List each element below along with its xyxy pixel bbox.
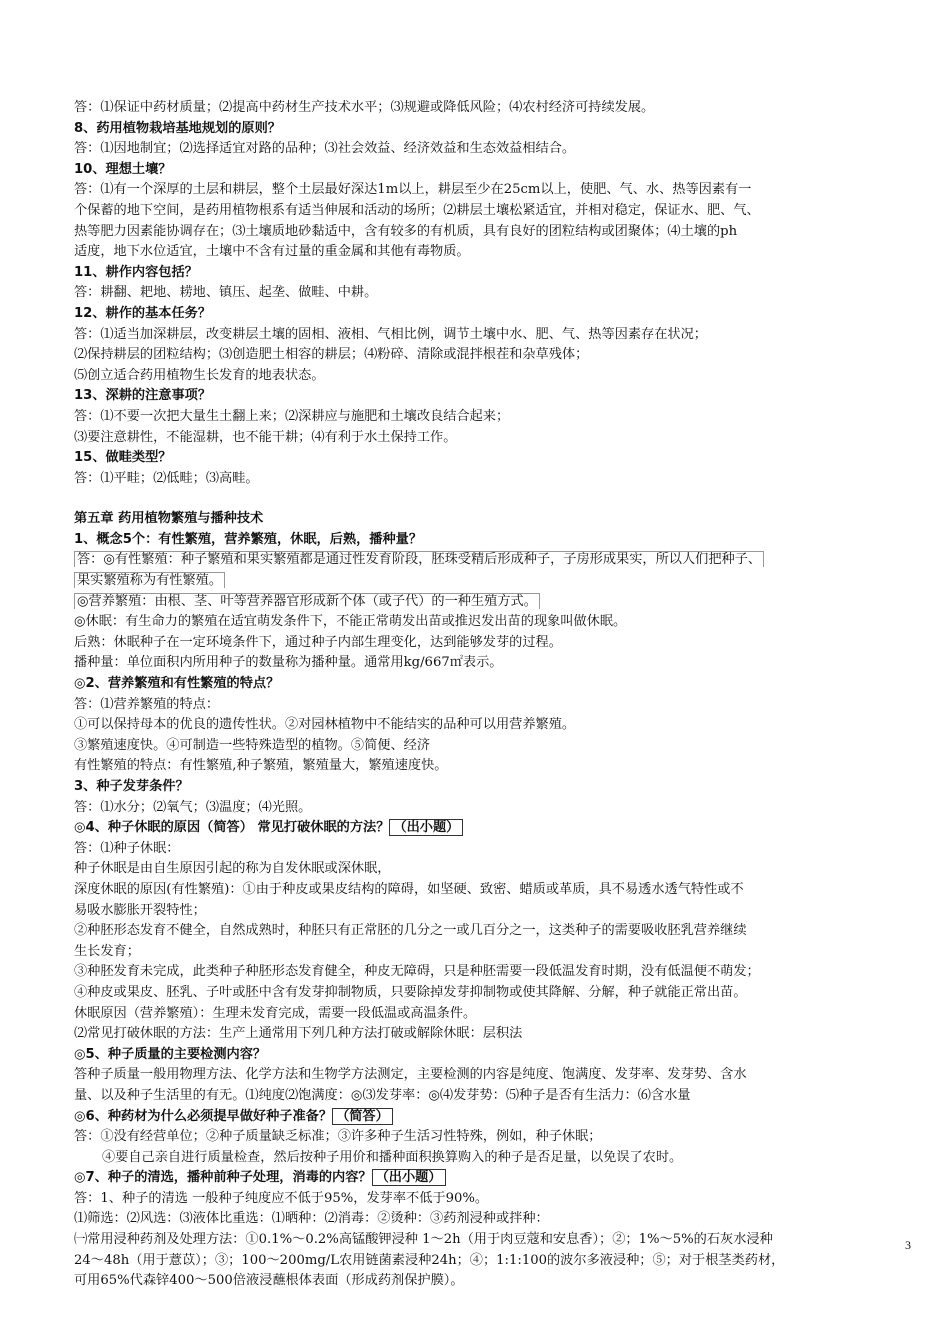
line-text: 答：⑴平畦；⑵低畦；⑶高畦。 [74,470,259,486]
line-text: 15、做畦类型？ [74,450,172,466]
line-text: 播种量：单位面积内所用种子的数量称为播种量。通常用kg/667㎡表示。 [74,655,503,671]
line-text: ①可以保持母本的优良的遗传性状。②对园林植物中不能结实的品种可以用营养繁殖。 [74,717,576,733]
line-text: ③种胚发育未完成，此类种子种胚形态发育健全，种皮无障碍，只是种胚需要一段低温发育时期，没有低温便不萌发； [74,964,760,980]
line-text: ◎休眠：有生命力的繁殖在适宜萌发条件下，不能正常萌发出苗或推迟发出苗的现象叫做休眠。 [74,614,627,630]
line-text: 后熟：休眠种子在一定环境条件下，通过种子内部生理变化，达到能够发芽的过程。 [74,634,562,650]
text-line [74,901,934,922]
document-body [74,98,934,1292]
text-line [74,325,934,346]
line-text: 10、理想土壤？ [74,161,172,177]
text-line [74,1127,934,1148]
text-line [74,283,934,304]
line-text: ⑵常见打破休眠的方法：生产上通常用下列几种方法打破或解除休眠：层积法 [74,1026,523,1042]
text-line [74,736,934,757]
heading-line [74,1107,934,1128]
line-text: ◎7、种子的清选，播种前种子处理，消毒的内容？ [74,1170,372,1186]
text-line [74,366,934,387]
line-text: ◎5、种子质量的主要检测内容？ [74,1046,267,1062]
line-text: 24～48h（用于薏苡）；③；100～200mg/L农用链菌素浸种24h；④；1:1:100的波尔多液浸种；⑤；对于根茎类药材， [74,1252,785,1268]
text-line [74,1065,934,1086]
line-text: 第五章 药用植物繁殖与播种技术 [74,511,264,527]
line-text: ⑵保持耕层的团粒结构；⑶创造肥土相容的耕层；⑷粉碎、清除或混拌根茬和杂草残体； [74,347,589,363]
text-line [74,859,934,880]
line-text: 生长发育； [74,943,140,959]
text-line [74,98,934,119]
text-line [74,1209,934,1230]
line-text: 12、耕作的基本任务？ [74,305,212,321]
line-text: 休眠原因（营养繁殖）：生理未发育完成，需要一段低温或高温条件。 [74,1005,477,1021]
line-text: 种子休眠是由自生原因引起的称为自发休眠或深休眠， [74,861,391,877]
line-text: 1、概念5个：有性繁殖，营养繁殖，休眠，后熟，播种量？ [74,531,423,547]
line-text: 11、耕作内容包括？ [74,264,198,280]
line-text: 答：⑴水分；⑵氧气；⑶温度；⑷光照。 [74,799,312,815]
line-text: ③繁殖速度快。④可制造一些特殊造型的植物。⑤简便、经济 [74,737,431,753]
text-line [74,962,934,983]
text-line [74,1189,934,1210]
heading-line [74,1168,934,1189]
line-text: 易吸水膨胀开裂特性； [74,902,206,918]
line-text: ⑸创立适合药用植物生长发育的地表状态。 [74,367,325,383]
line-text: 个保蓄的地下空间，是药用植物根系有适当伸展和活动的场所；⑵耕层土壤松紧适宜，并相对稳定，保证水、肥、气、 [74,202,760,218]
line-text: 3、种子发芽条件？ [74,779,189,794]
line-text: 答：耕翻、耙地、耢地、镇压、起垄、做畦、中耕。 [74,285,378,301]
text-line [74,550,934,571]
text-line [74,345,934,366]
line-text: 答：⑴因地制宜；⑵选择适宜对路的品种；⑶社会效益、经济效益和生态效益相结合。 [74,141,576,157]
text-line [74,1086,934,1107]
text-line [74,242,934,263]
line-text: 答：◎有性繁殖：种子繁殖和果实繁殖都是通过性发育阶段，胚珠受精后形成种子，子房形成果实，所以人们把种子、 [74,551,764,567]
text-line [74,222,934,243]
heading-line [74,386,934,407]
heading-line [74,119,934,140]
line-text: ◎4、种子休眠的原因（简答） 常见打破休眠的方法？ [74,820,390,836]
line-text: 答：⑴不要一次把大量生土翻上来；⑵深耕应与施肥和土壤改良结合起来； [74,408,510,424]
line-text: 13、深耕的注意事项？ [74,388,212,404]
text-line [74,1004,934,1025]
line-text: 答：⑴种子休眠： [74,840,180,856]
line-text: ④种皮或果皮、胚乳、子叶或胚中含有发芽抑制物质，只要除掉发芽抑制物或使其降解、分解，种子就能正常出苗。 [74,984,747,1000]
line-text: 量、以及种子生活里的有无。⑴纯度⑵饱满度：◎⑶发芽率：◎⑷发芽势：⑸种子是否有生活力：⑹含水量 [74,1087,691,1103]
text-line [74,428,934,449]
text-line [74,633,934,654]
text-line [74,653,934,674]
text-line [74,715,934,736]
heading-line [74,818,934,839]
line-text: ◎营养繁殖：由根、茎、叶等营养器官形成新个体（或子代）的一种生殖方式。 [74,593,540,609]
line-text: 答：⑴有一个深厚的土层和耕层，整个土层最好深达1m以上，耕层至少在25cm以上，使肥、气、水、热等因素有一 [74,182,752,198]
heading-line [74,1045,934,1066]
text-line [74,942,934,963]
line-text: 热等肥力因素能协调存在；⑶土壤质地砂黏适中，含有较多的有机质，具有良好的团粒结构或团聚体；⑷土壤的ph [74,223,738,239]
line-text: 答：⑴适当加深耕层，改变耕层土壤的固相、液相、气相比例，调节土壤中水、肥、气、热等因素存在状况； [74,326,707,342]
line-text: ◎2、营养繁殖和有性繁殖的特点？ [74,676,280,692]
text-line [74,1024,934,1045]
text-line [74,469,934,490]
line-text: ◎6、种药材为什么必须提早做好种子准备？ [74,1108,333,1124]
line-text: 可用65%代森锌400～500倍液浸蘸根体表面（形成药剂保护膜）。 [74,1273,464,1289]
heading-line [74,530,934,551]
heading-line [74,674,934,695]
text-line [74,592,934,613]
line-text: 答种子质量一般用物理方法、化学方法和生物学方法测定，主要检测的内容是纯度、饱满度、发芽率、发芽势、含水 [74,1067,747,1083]
line-text: 有性繁殖的特点：有性繁殖,种子繁殖，繁殖量大，繁殖速度快。 [74,758,448,774]
text-line [74,1271,934,1292]
page-number: 3 [905,1238,911,1252]
line-text: 答：1、种子的清选 一般种子纯度应不低于95%，发芽率不低于90%。 [74,1190,489,1206]
text-line [74,1148,934,1169]
line-text: ⑶要注意耕性，不能湿耕，也不能干耕；⑷有利于水土保持工作。 [74,429,457,445]
line-text: ⑴筛选：⑵风选：⑶液体比重选：⑴晒种：⑵消毒：②烫种：③药剂浸种或拌种： [74,1211,549,1227]
heading-line [74,304,934,325]
line-text: 答：⑴营养繁殖的特点： [74,696,220,712]
text-line [74,983,934,1004]
line-text: ②种胚形态发育不健全，自然成熟时，种胚只有正常胚的几分之一或几百分之一，这类种子的需要吸收胚乳营养继续 [74,923,747,939]
heading-line [74,263,934,284]
text-line [74,180,934,201]
tag-box: （出小题） [372,1169,446,1186]
text-line [74,880,934,901]
line-text: ㈠常用浸种药剂及处理方法：①0.1%～0.2%高锰酸钾浸种 1～2h（用于肉豆蔻和安息香）；②；1%～5%的石灰水浸种 [74,1232,773,1248]
text-line [74,1251,934,1272]
text-line [74,921,934,942]
heading-line [74,777,934,798]
text-line [74,1230,934,1251]
text-line [74,139,934,160]
text-line [74,407,934,428]
tag-box: （出小题） [389,819,463,836]
text-line [74,695,934,716]
tag-box: （简答） [332,1108,393,1125]
heading-line [74,160,934,181]
heading-line [74,509,934,530]
line-text: 答：⑴保证中药材质量；⑵提高中药材生产技术水平；⑶规避或降低风险；⑷农村经济可持续发展。 [74,100,655,115]
text-line [74,756,934,777]
section-gap [74,489,934,509]
text-line [74,201,934,222]
text-line [74,571,934,592]
text-line [74,839,934,860]
line-text: 果实繁殖称为有性繁殖。 [74,572,225,588]
line-text: 答：①没有经营单位；②种子质量缺乏标准；③许多种子生活习性特殊，例如，种子休眠； [74,1129,602,1145]
line-text: 适度，地下水位适宜，土壤中不含有过量的重金属和其他有毒物质。 [74,244,470,260]
text-line [74,612,934,633]
line-text: ④要自己亲自进行质量检查，然后按种子用价和播种面积换算购入的种子是否足量，以免误了农时。 [102,1149,683,1165]
line-text: 8、药用植物栽培基地规划的原则？ [74,120,281,136]
text-line [74,798,934,819]
line-text: 深度休眠的原因(有性繁殖)：①由于种皮或果皮结构的障碍，如坚硬、致密、蜡质或革质，具不易透水透气特性或不 [74,881,744,897]
heading-line [74,448,934,469]
